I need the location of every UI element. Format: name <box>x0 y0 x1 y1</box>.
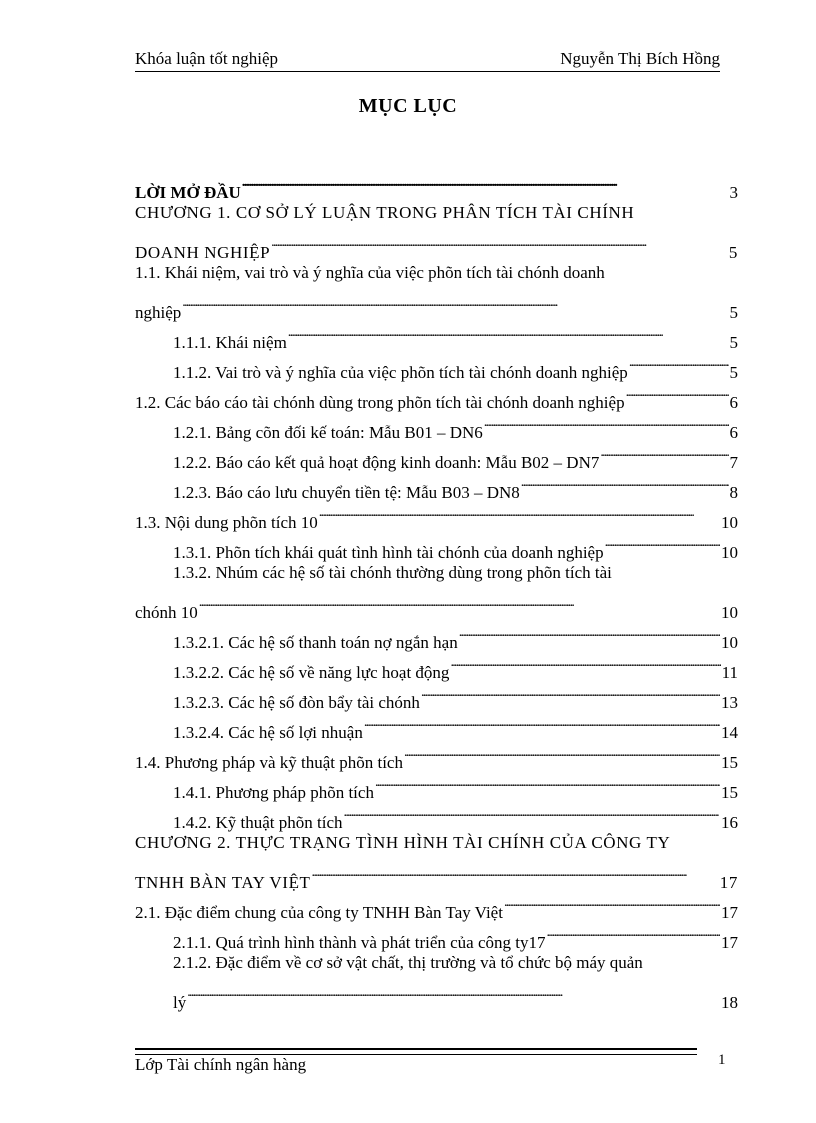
toc-entry-text: TNHH BÀN TAY VIỆT <box>135 873 311 892</box>
toc-entry-page: 17 <box>719 873 738 892</box>
toc-entry-page: 15 <box>721 753 738 772</box>
toc-entry-text: 1.2. Các báo cáo tài chónh dùng trong phõn tích tài chónh doanh nghiệp <box>135 393 625 412</box>
toc-entry[interactable] <box>135 378 738 412</box>
toc-entry-page: 3 <box>729 183 738 202</box>
dot-leader <box>504 888 720 918</box>
dot-leader <box>242 168 729 198</box>
toc-entry[interactable] <box>135 978 738 1012</box>
toc-entry[interactable] <box>135 738 738 772</box>
toc-entry-text: 1.3.2. Nhúm các hệ số tài chónh thường dùng trong phõn tích tài <box>173 563 612 582</box>
toc-entry-text: 2.1.1. Quá trình hình thành và phát triển của công ty17 <box>173 933 546 952</box>
toc-entry-text: 1.4.1. Phương pháp phõn tích <box>173 783 374 802</box>
toc-entry-page: 5 <box>729 303 738 322</box>
toc-entry-page: 6 <box>729 393 738 412</box>
toc-entry[interactable] <box>135 348 738 382</box>
toc-entry-text: lý <box>173 993 187 1012</box>
dot-leader <box>319 498 720 528</box>
dot-leader <box>484 408 729 438</box>
toc-entry-text: chónh 10 <box>135 603 198 622</box>
toc-entry[interactable] <box>135 438 738 472</box>
toc-entry-text: 1.4. Phương pháp và kỹ thuật phõn tích <box>135 753 403 772</box>
toc-entry-page: 17 <box>721 933 738 952</box>
toc-entry[interactable] <box>135 858 738 892</box>
toc-entry[interactable] <box>135 408 738 442</box>
toc-entry-text: 2.1.2. Đặc điểm về cơ sở vật chất, thị trường và tổ chức bộ máy quản <box>173 953 643 972</box>
toc-entry[interactable] <box>135 648 738 682</box>
toc-entry-page: 10 <box>721 633 738 652</box>
toc-entry-page: 10 <box>721 543 738 562</box>
toc-entry-page: 10 <box>721 513 738 532</box>
toc-entry-text: 1.3.2.4. Các hệ số lợi nhuận <box>173 723 363 742</box>
toc-entry-page: 5 <box>729 333 738 352</box>
toc-entry[interactable] <box>135 528 738 562</box>
toc-entry[interactable] <box>135 258 738 288</box>
toc-entry-page: 14 <box>721 723 738 742</box>
dot-leader <box>375 768 720 798</box>
toc-entry-text: LỜI MỞ ĐẦU <box>135 183 241 202</box>
dot-leader <box>344 798 720 828</box>
toc-entry[interactable] <box>135 618 738 652</box>
toc-entry-page: 7 <box>729 453 738 472</box>
toc-entry[interactable] <box>135 948 738 978</box>
dot-leader <box>521 468 729 498</box>
toc-entry[interactable] <box>135 678 738 712</box>
dot-leader <box>364 708 720 738</box>
toc-entry-text: CHƯƠNG 2. THỰC TRẠNG TÌNH HÌNH TÀI CHÍNH CỦA CÔNG TY <box>135 833 671 852</box>
dot-leader <box>404 738 720 768</box>
toc-entry-text: 1.3.1. Phõn tích khái quát tình hình tài chónh của doanh nghiệp <box>173 543 604 562</box>
toc-entry-page: 5 <box>729 363 738 382</box>
toc-entry-text: CHƯƠNG 1. CƠ SỞ LÝ LUẬN TRONG PHÂN TÍCH TÀI CHÍNH <box>135 203 635 222</box>
dot-leader <box>450 648 720 678</box>
toc-entry-text: 1.3. Nội dung phõn tích 10 <box>135 513 318 532</box>
header-thesis-label: Khóa luận tốt nghiệp <box>135 49 279 68</box>
dot-leader <box>271 228 728 258</box>
footer-class-label: Lớp Tài chính ngân hàng <box>135 1055 307 1074</box>
toc-entry-page: 11 <box>721 663 738 682</box>
toc-entry-text: 2.1. Đặc điểm chung của công ty TNHH Bàn Tay Việt <box>135 903 503 922</box>
header-author-name: Nguyễn Thị Bích Hồng <box>560 49 720 68</box>
dot-leader <box>629 348 729 378</box>
toc-entry[interactable] <box>135 588 738 622</box>
toc-entry-text: 1.1.1. Khái niệm <box>173 333 287 352</box>
page-title: MỤC LỤC <box>358 95 458 117</box>
toc-entry-page: 8 <box>729 483 738 502</box>
toc-entry[interactable] <box>135 828 738 858</box>
dot-leader <box>187 978 720 1008</box>
toc-entry-text: nghiệp <box>135 303 182 322</box>
toc-entry-text: 1.1. Khái niệm, vai trò và ý nghĩa của việc phõn tích tài chónh doanh <box>135 263 605 282</box>
toc-entry-text: 1.3.2.3. Các hệ số đòn bẩy tài chónh <box>173 693 420 712</box>
dot-leader <box>547 918 721 948</box>
toc-entry[interactable] <box>135 228 738 262</box>
toc-entry[interactable] <box>135 558 738 588</box>
toc-entry-page: 13 <box>721 693 738 712</box>
toc-entry-page: 10 <box>721 603 738 622</box>
toc-entry-page: 18 <box>721 993 738 1012</box>
toc-entry[interactable] <box>135 888 738 922</box>
toc-entry-text: 1.4.2. Kỹ thuật phõn tích <box>173 813 343 832</box>
toc-entry-text: 1.3.2.1. Các hệ số thanh toán nợ ngắn hạn <box>173 633 458 652</box>
toc-entry-text: 1.2.1. Bảng cõn đối kế toán: Mẫu B01 – DN6 <box>173 423 483 442</box>
toc-entry[interactable] <box>135 168 738 202</box>
toc-entry-page: 15 <box>721 783 738 802</box>
page-number: 1 <box>718 1052 726 1068</box>
toc-entry-text: 1.3.2.2. Các hệ số về năng lực hoạt động <box>173 663 450 682</box>
dot-leader <box>421 678 720 708</box>
toc-entry[interactable] <box>135 468 738 502</box>
dot-leader <box>288 318 729 348</box>
dot-leader <box>605 528 720 558</box>
toc-entry[interactable] <box>135 918 738 952</box>
toc-entry[interactable] <box>135 318 738 352</box>
toc-entry[interactable] <box>135 288 738 322</box>
toc-entry-page: 16 <box>721 813 738 832</box>
toc-entry-text: 1.1.2. Vai trò và ý nghĩa của việc phõn tích tài chónh doanh nghiệp <box>173 363 628 382</box>
toc-entry-text: 1.2.3. Báo cáo lưu chuyển tiền tệ: Mẫu B03 – DN8 <box>173 483 520 502</box>
toc-entry[interactable] <box>135 768 738 802</box>
toc-entry-page: 6 <box>729 423 738 442</box>
dot-leader <box>600 438 728 468</box>
footer-divider <box>135 1048 697 1055</box>
dot-leader <box>459 618 720 648</box>
toc-entry[interactable] <box>135 498 738 532</box>
toc-entry[interactable] <box>135 198 738 228</box>
toc-entry-text: 1.2.2. Báo cáo kết quả hoạt động kinh doanh: Mẫu B02 – DN7 <box>173 453 600 472</box>
dot-leader <box>182 288 728 318</box>
dot-leader <box>199 588 720 618</box>
table-of-contents <box>135 168 738 1012</box>
toc-entry-page: 17 <box>721 903 738 922</box>
dot-leader <box>312 858 719 888</box>
toc-entry[interactable] <box>135 798 738 832</box>
toc-entry-text: DOANH NGHIỆP <box>135 243 271 262</box>
toc-entry-page: 5 <box>728 243 738 262</box>
toc-entry[interactable] <box>135 708 738 742</box>
dot-leader <box>626 378 729 408</box>
page-header <box>135 49 720 72</box>
